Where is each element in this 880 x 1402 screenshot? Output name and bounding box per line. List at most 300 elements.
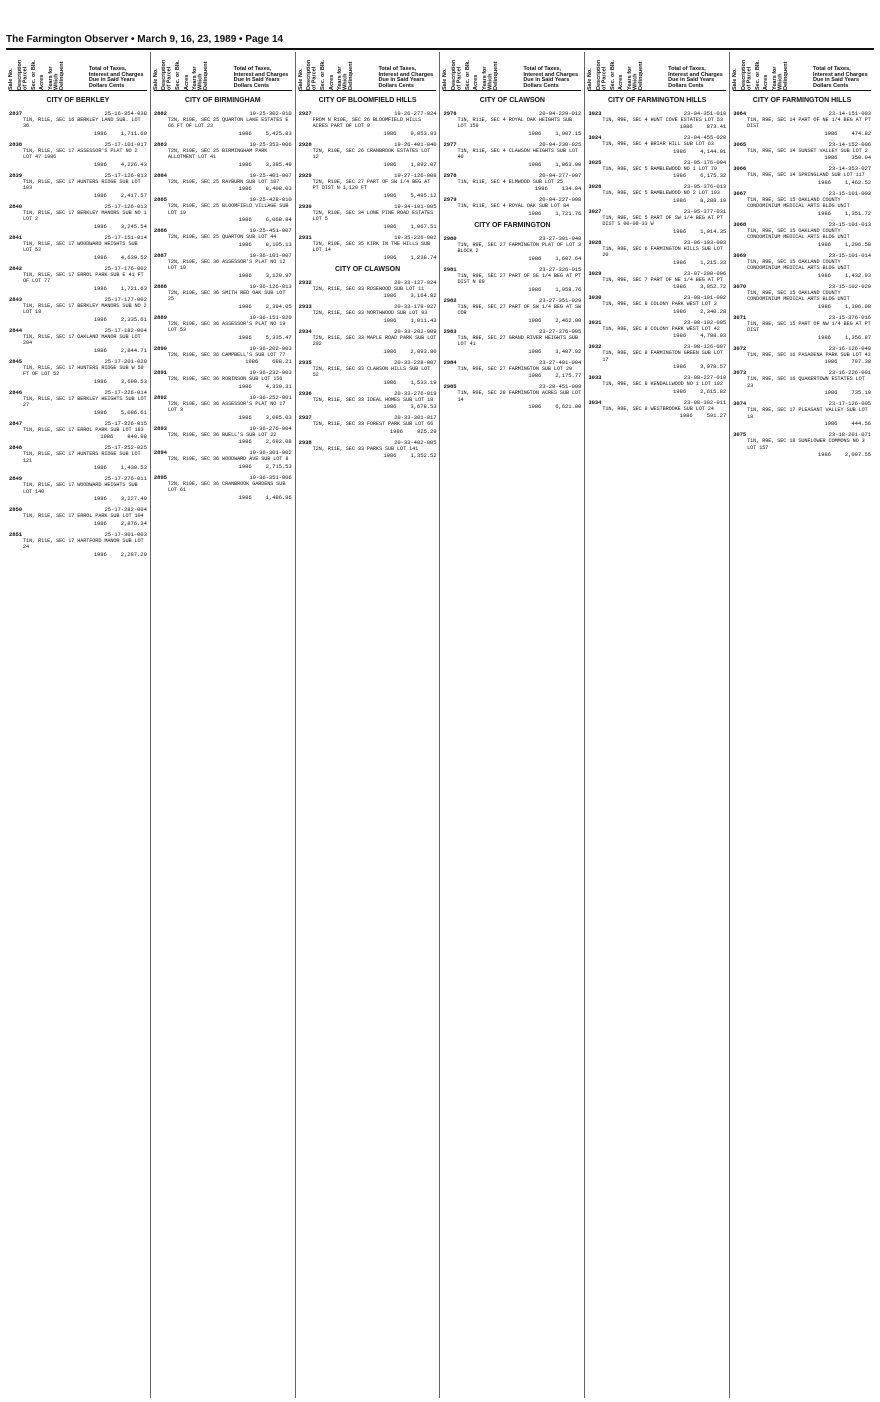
column-header: [443, 52, 581, 91]
sale-number: 3074: [733, 400, 747, 408]
year-amount-line: [602, 259, 726, 266]
sale-number: 2893: [153, 424, 167, 432]
delinquent-year: 1986: [93, 253, 107, 261]
year-amount-line: [313, 292, 437, 299]
entry-body: [23, 506, 147, 526]
parcel-number: 19-25-428-010: [249, 196, 292, 204]
entry-body: [313, 172, 437, 199]
entry-body: [602, 374, 726, 394]
delinquent-year: 1986: [383, 378, 397, 386]
listing-entry: [443, 234, 585, 262]
header-sec: Sec. or Blk.: [609, 60, 616, 90]
entry-body: [747, 110, 874, 137]
sale-number: 2929: [298, 171, 312, 179]
entry-body: [23, 358, 147, 385]
parcel-description: T2N, R11E, SEC 33 MAPLE ROAD PARK SUB LOT 202: [312, 334, 440, 348]
entry-body: [747, 141, 871, 161]
entry-body: [602, 294, 726, 314]
parcel-number: 25-17-177-002: [104, 295, 147, 303]
sale-number: 2848: [9, 444, 23, 452]
header-sale-no: Sale No.: [152, 68, 159, 90]
entry-body: [602, 208, 726, 235]
sale-number: 2888: [153, 282, 167, 290]
parcel-number: 20-04-227-008: [538, 196, 582, 204]
entry-body: [23, 475, 147, 502]
year-amount-line: [168, 272, 292, 279]
entry-body: [602, 319, 726, 339]
year-amount-line: [23, 192, 147, 199]
entry-body: [168, 394, 292, 421]
listing-entry: [443, 265, 585, 293]
header-total: Total of Taxes, Interest and Charges Due in Said Years Dollars Cents: [233, 65, 289, 90]
listing-entry: [443, 383, 585, 411]
delinquent-year: 1986: [817, 271, 831, 279]
year-amount-line: [747, 358, 871, 365]
amount-due: 350.04: [851, 154, 871, 162]
entry-body: [747, 252, 871, 279]
parcel-number: 23-08-101-002: [683, 294, 727, 302]
section-title: CITY OF FARMINGTON HILLS: [607, 97, 707, 104]
parcel-number: 25-17-176-002: [104, 264, 147, 272]
entry-body: [168, 425, 292, 445]
sale-number: 2838: [9, 140, 23, 148]
header-acres: Acres: [618, 74, 625, 90]
sale-number: 2885: [153, 196, 167, 204]
parcel-description: T1N, R11E, SEC 4 ROYAL OAK HEIGHTS SUB LOT 159: [457, 116, 575, 130]
entry-body: [457, 328, 581, 355]
entry-body: [168, 283, 292, 310]
amount-due: 2,462.00: [555, 316, 582, 324]
sale-number: 2840: [9, 202, 23, 210]
sale-number: 3070: [733, 282, 747, 290]
delinquent-year: 1986: [93, 129, 107, 137]
entry-body: [168, 345, 292, 365]
year-amount-line: [747, 272, 871, 279]
sale-number: 2851: [9, 530, 23, 538]
amount-due: 849.98: [127, 433, 147, 441]
parcel-number: 23-27-351-029: [538, 296, 582, 304]
sale-number: 2932: [298, 278, 312, 286]
year-amount-line: [168, 334, 292, 341]
delinquent-year: 1986: [238, 185, 252, 193]
parcel-description: T1N, R11E, SEC 16 BERKLEY LAND SUB. LOT 36: [23, 116, 144, 130]
sale-number: 2850: [9, 506, 23, 514]
parcel-number: 23-15-376-016: [828, 313, 871, 321]
entry-body: [23, 388, 150, 416]
sale-number: 2845: [9, 357, 23, 365]
entry-body: [457, 296, 585, 324]
sale-number: 3032: [588, 343, 602, 351]
delinquent-year: 1986: [673, 332, 687, 340]
parcel-number: 19-26-277-024: [394, 110, 437, 117]
parcel-number: 20-04-229-012: [538, 110, 582, 117]
delinquent-year: 1986: [817, 209, 831, 217]
year-amount-line: [602, 228, 726, 235]
parcel-description: T2N, R11E, SEC 33 ROSEWOOD SUB LOT 11: [312, 285, 425, 292]
sale-number: 2892: [153, 393, 167, 401]
listing-entry: [154, 110, 292, 137]
section-title: CITY OF FARMINGTON: [474, 221, 551, 229]
listing-entry: [154, 425, 292, 445]
sale-number: 3075: [733, 431, 747, 439]
parcel-number: 20-33-202-009: [394, 327, 437, 335]
amount-due: 6,621.80: [555, 403, 582, 411]
delinquent-year: 1986: [238, 129, 252, 137]
column-header: [154, 52, 292, 91]
amount-due: 1,486.86: [265, 493, 292, 501]
amount-due: 2,394.05: [265, 302, 292, 310]
amount-due: 1,432.93: [844, 271, 871, 279]
amount-due: 6,068.84: [265, 216, 292, 224]
sale-number: 2842: [9, 264, 23, 272]
amount-due: 3,245.54: [120, 222, 147, 230]
delinquent-year: 1986: [824, 358, 838, 366]
header-acres: Acres: [473, 74, 480, 90]
year-amount-line: [457, 185, 581, 192]
entry-body: [313, 279, 437, 299]
parcel-description: T2N, R11E, SEC 33 NORTHWOOD SUB LOT 93: [312, 310, 428, 317]
delinquent-year: 1986: [383, 222, 397, 230]
year-amount-line: [602, 172, 726, 179]
parcel-description: T1N, R9E, SEC 15 OAKLAND COUNTY CONDOMINIUM MEDICAL ARTS BLDG UNIT: [747, 258, 850, 272]
entry-body: [747, 165, 871, 185]
listing-entry: [588, 110, 726, 130]
column-header: [9, 52, 147, 91]
listing-entry: [299, 234, 437, 261]
year-amount-line: [313, 428, 437, 435]
year-amount-line: [168, 185, 292, 192]
listing-entry: [443, 296, 585, 324]
amount-due: 6,175.32: [700, 172, 727, 180]
header-description: Description of Parcel: [450, 59, 463, 90]
entry-body: [168, 196, 292, 223]
delinquent-year: 1986: [383, 403, 397, 411]
year-amount-line: [23, 378, 147, 385]
listing-entry: [299, 414, 437, 434]
amount-due: 1,430.53: [120, 464, 147, 472]
parcel-description: T1N, R9E, SEC 7 PART OF NE 1/4 BEG AT PT: [602, 276, 723, 283]
parcel-number: 23-27-401-004: [538, 358, 582, 366]
sale-number: 3028: [588, 238, 602, 246]
listing-entry: [299, 110, 437, 137]
parcel-number: 23-05-176-004: [683, 158, 727, 166]
parcel-number: 19-26-401-040: [394, 140, 437, 148]
parcel-description: T2N, R10E, SEC 36 SMITH RED OAK SUB LOT 25: [167, 289, 289, 303]
entry-body: [747, 400, 871, 427]
sale-number: 2934: [298, 327, 312, 335]
year-amount-line: [168, 383, 292, 390]
listing-entry: [443, 196, 581, 216]
entry-body: [168, 449, 292, 469]
parcel-number: 19-36-252-001: [249, 393, 292, 401]
sale-number: 2890: [153, 344, 167, 352]
listing-entry: [733, 400, 871, 427]
parcel-description: T2N, R11E, SEC 33 IDEAL HOMES SUB LOT 18: [312, 396, 434, 403]
delinquent-year: 1986: [528, 254, 542, 262]
year-amount-line: [747, 154, 871, 161]
listing-entry: [9, 358, 147, 385]
entry-body: [313, 359, 437, 386]
parcel-description: T1N, R11E, SEC 17 HUNTERS RIDGE SUB LOT 103: [23, 178, 144, 192]
listing-entry: [299, 279, 437, 299]
delinquent-year: 1986: [534, 185, 548, 193]
parcel-description: T1N, R9E, SEC 8 WESTBROOKE SUB LOT 24: [602, 405, 714, 412]
listing-entry: [443, 359, 581, 379]
parcel-description: T1N, R9E, SEC 6 FARMINGTON HILLS SUB LOT 20: [602, 245, 726, 259]
entry-body: [168, 227, 292, 247]
entry-body: [602, 399, 726, 419]
sale-number: 3029: [588, 269, 602, 277]
year-amount-line: [747, 241, 871, 248]
parcel-description: T1N, R9E, SEC 28 FARMINGTON ACRES SUB LOT 14: [457, 390, 585, 403]
delinquent-year: 1986: [673, 387, 687, 395]
listing-entry: [299, 203, 437, 230]
amount-due: 1,721.76: [555, 209, 582, 217]
sale-number: 3024: [588, 134, 602, 142]
sale-number: 2886: [153, 227, 167, 235]
parcel-description: T2N, R10E, SEC 36 BUELL'S SUB LOT 22: [167, 431, 277, 438]
entry-body: [747, 313, 874, 341]
parcel-number: 23-14-353-027: [828, 165, 871, 173]
parcel-description: T1N, R9E, SEC 4 BRIAR HILL SUB LOT 63: [602, 141, 714, 148]
amount-due: 591.27: [706, 412, 727, 420]
parcel-description: T2N, R10E, SEC 26 CRANBROOK ESTATES LOT 12: [312, 147, 434, 161]
listing-entry: [733, 165, 871, 185]
parcel-description: T1N, R9E, SEC 5 RAMBLEWOOD NO 1 LOT 70: [602, 165, 717, 172]
parcel-description: FROM N R10E, SEC 26 BLOOMFIELD HILLS ACRES PART OF LOT 9: [312, 116, 425, 130]
entry-body: [602, 183, 726, 203]
parcel-number: 19-27-126-008: [394, 171, 437, 179]
amount-due: 9,853.83: [410, 129, 437, 137]
amount-due: 2,175.77: [555, 372, 582, 380]
sale-number: 2894: [153, 449, 167, 457]
listing-entry: [154, 196, 292, 223]
parcel-description: T2N, R11E, SEC 33 PARKS SUB LOT 141: [312, 445, 419, 452]
year-amount-line: [747, 179, 871, 186]
header-acres: Acres: [39, 74, 45, 90]
sale-number: 2841: [9, 233, 23, 241]
amount-due: 1,711.60: [120, 129, 147, 137]
year-amount-line: [313, 379, 437, 386]
sale-number: 3025: [588, 158, 602, 166]
sale-number: 2846: [9, 388, 23, 396]
amount-due: 3,678.53: [410, 403, 437, 411]
entry-body: [23, 202, 150, 230]
parcel-number: 23-05-376-013: [683, 183, 727, 191]
amount-due: 1,462.52: [844, 178, 871, 186]
delinquent-year: 1986: [238, 216, 252, 224]
parcel-description: T2N, R11E, SEC 33 FOREST PARK SUB LOT 66: [312, 421, 434, 428]
parcel-description: T2N, R10E, SEC 36 CRANBROOK GARDENS SUB LOT 61: [167, 480, 289, 494]
sale-number: 2981: [443, 265, 457, 273]
header-sec: Sec. or Blk.: [30, 60, 37, 90]
delinquent-year: 1986: [93, 377, 107, 385]
listing-entry: [154, 141, 292, 168]
year-amount-line: [168, 161, 292, 168]
delinquent-year: 1986: [817, 302, 831, 310]
delinquent-year: 1986: [238, 493, 252, 501]
delinquent-year: 1986: [528, 403, 542, 411]
year-amount-line: [23, 495, 147, 502]
sale-number: 2839: [9, 171, 23, 179]
parcel-number: 19-35-226-002: [394, 233, 437, 241]
parcel-description: T2N, R10E, SEC 36 ASSESSOR'S PLAT NO 19 LOT 53: [167, 320, 289, 334]
sale-number: 2938: [298, 438, 312, 446]
listing-entry: [9, 202, 150, 230]
parcel-number: 23-08-302-011: [683, 398, 727, 406]
sale-number: 3027: [588, 207, 602, 215]
amount-due: 2,876.34: [120, 519, 147, 527]
delinquent-year: 1986: [238, 382, 252, 390]
sale-number: 2977: [443, 140, 457, 148]
year-amount-line: [313, 223, 437, 230]
listing-entry: [154, 474, 292, 501]
year-amount-line: [168, 414, 292, 421]
entry-body: [168, 314, 292, 341]
listing-entry: [588, 319, 726, 339]
listing-entry: [299, 439, 437, 459]
delinquent-year: 1986: [383, 316, 397, 324]
entry-body: [168, 474, 292, 501]
entry-body: [602, 134, 726, 154]
parcel-description: T2N, R10E, SEC 36 WOODWARD AVE SUB LOT 8: [167, 456, 289, 463]
amount-due: 3,227.49: [120, 495, 147, 503]
year-amount-line: [313, 452, 437, 459]
listing-entry: [9, 265, 147, 292]
amount-due: 3,407.92: [555, 347, 582, 355]
amount-due: 688.21: [272, 358, 292, 366]
parcel-description: T1N, R9E, SEC 15 PART OF NW 1/4 BEG AT PT DIST: [747, 320, 874, 334]
header-total: Total of Taxes, Interest and Charges Due in Said Years Dollars Cents: [812, 65, 868, 90]
amount-due: 474.82: [851, 129, 871, 137]
delinquent-year: 1986: [93, 346, 107, 354]
entry-body: [747, 431, 871, 458]
parcel-description: T1N, R9E, SEC 27 PART OF SW 1/4 BEG AT SW COR: [457, 303, 585, 317]
parcel-number: 20-33-301-017: [394, 414, 437, 422]
column-header: [588, 52, 726, 91]
parcel-number: 25-17-252-025: [104, 444, 147, 452]
header-total: Total of Taxes, Interest and Charges Due in Said Years Dollars Cents: [88, 65, 144, 90]
parcel-number: 19-25-401-007: [249, 171, 292, 179]
entry-body: [602, 343, 726, 370]
parcel-number: 23-15-101-014: [828, 251, 871, 259]
year-amount-line: [457, 210, 581, 217]
parcel-description: T1N, R9E, SEC 8 FARMINGTON GREEN SUB LOT 17: [602, 350, 726, 363]
amount-due: 1,352.52: [410, 452, 437, 460]
delinquent-year: 1986: [824, 129, 838, 137]
entry-body: [457, 110, 581, 137]
listing-entry: [588, 343, 726, 370]
amount-due: 1,907.15: [555, 129, 582, 137]
delinquent-year: 1986: [238, 302, 252, 310]
amount-due: 2,844.71: [120, 346, 147, 354]
delinquent-year: 1986: [528, 129, 542, 137]
parcel-number: 23-28-451-009: [538, 383, 582, 391]
year-amount-line: [23, 551, 147, 558]
parcel-number: 25-17-282-004: [104, 506, 147, 514]
amount-due: 8,288.19: [700, 196, 727, 204]
delinquent-year: 1986: [383, 160, 397, 168]
sale-number: 2895: [153, 473, 167, 481]
delinquent-year: 1986: [824, 420, 838, 428]
parcel-description: T1N, R9E, SEC 5 RAMBLEWOOD NO 2 LOT 193: [602, 190, 720, 197]
delinquent-year: 1986: [383, 452, 397, 460]
parcel-number: 25-16-354-038: [104, 110, 147, 117]
listing-entry: [298, 327, 440, 355]
entry-body: [313, 414, 437, 434]
delinquent-year: 1986: [824, 389, 838, 397]
delinquent-year: 1986: [673, 258, 687, 266]
year-amount-line: [23, 161, 147, 168]
header-years: Years for Which Delinquent: [47, 61, 65, 90]
entry-body: [23, 265, 147, 292]
year-amount-line: [747, 389, 871, 396]
entry-body: [602, 159, 726, 179]
header-sec: Sec. or Blk.: [754, 60, 761, 90]
sale-number: 2930: [298, 202, 312, 210]
sale-number: 2979: [443, 196, 457, 204]
listing-entry: [443, 172, 581, 192]
year-amount-line: [747, 303, 871, 310]
amount-due: 1,238.74: [410, 253, 437, 261]
listing-entry: [154, 227, 292, 247]
year-amount-line: [168, 241, 292, 248]
sale-number: 3066: [733, 165, 747, 173]
year-amount-line: [457, 372, 581, 379]
year-amount-line: [602, 388, 726, 395]
parcel-number: 19-36-351-006: [249, 473, 292, 481]
listing-entry: [154, 369, 292, 389]
year-amount-line: [313, 254, 437, 261]
sale-number: 2980: [443, 234, 457, 242]
listing-entry: [299, 303, 437, 323]
amount-due: 444.56: [851, 420, 871, 428]
amount-due: 1,067.51: [410, 222, 437, 230]
section-title: CITY OF BLOOMFIELD HILLS: [318, 97, 417, 104]
delinquent-year: 1986: [383, 292, 397, 300]
year-amount-line: [313, 317, 437, 324]
delinquent-year: 1986: [238, 240, 252, 248]
parcel-number: 19-36-276-004: [249, 424, 292, 432]
amount-due: 1,811.43: [410, 316, 437, 324]
year-amount-line: [457, 317, 581, 324]
amount-due: 3,690.53: [120, 377, 147, 385]
listing-entry: [154, 394, 292, 421]
year-amount-line: [313, 161, 437, 168]
listing-entry: [733, 190, 871, 217]
listing-entry: [588, 270, 726, 290]
amount-due: 925.29: [416, 427, 437, 435]
sale-number: 2847: [9, 419, 23, 427]
parcel-description: T1N, R9E, SEC 15 OAKLAND COUNTY CONDOMINIUM MEDICAL ARTS BLDG UNIT: [747, 227, 850, 241]
delinquent-year: 1986: [93, 519, 107, 527]
parcel-description: T2N, R10E, SEC 25 QUARTON LAKE ESTATES E 66 FT OF LOT 23: [167, 116, 292, 130]
listing-entry: [588, 208, 726, 235]
parcel-description: T2N, R10E, SEC 34 LONE PINE ROAD ESTATES LOT 5: [312, 209, 437, 223]
parcel-number: 25-17-301-003: [104, 530, 147, 538]
year-amount-line: [747, 130, 871, 137]
parcel-description: T1N, R9E, SEC 16 QUAKERTOWN ESTATES LOT 23: [747, 376, 868, 389]
amount-due: 5,086.61: [120, 408, 147, 416]
parcel-number: 25-17-182-004: [104, 326, 147, 334]
sale-number: 2983: [443, 327, 457, 335]
header-total: Total of Taxes, Interest and Charges Due in Said Years Dollars Cents: [668, 65, 723, 90]
delinquent-year: 1986: [673, 172, 687, 180]
amount-due: 1,958.76: [555, 285, 582, 293]
entry-body: [313, 110, 437, 137]
amount-due: 5,335.47: [265, 333, 292, 341]
amount-due: 3,078.57: [700, 363, 727, 371]
